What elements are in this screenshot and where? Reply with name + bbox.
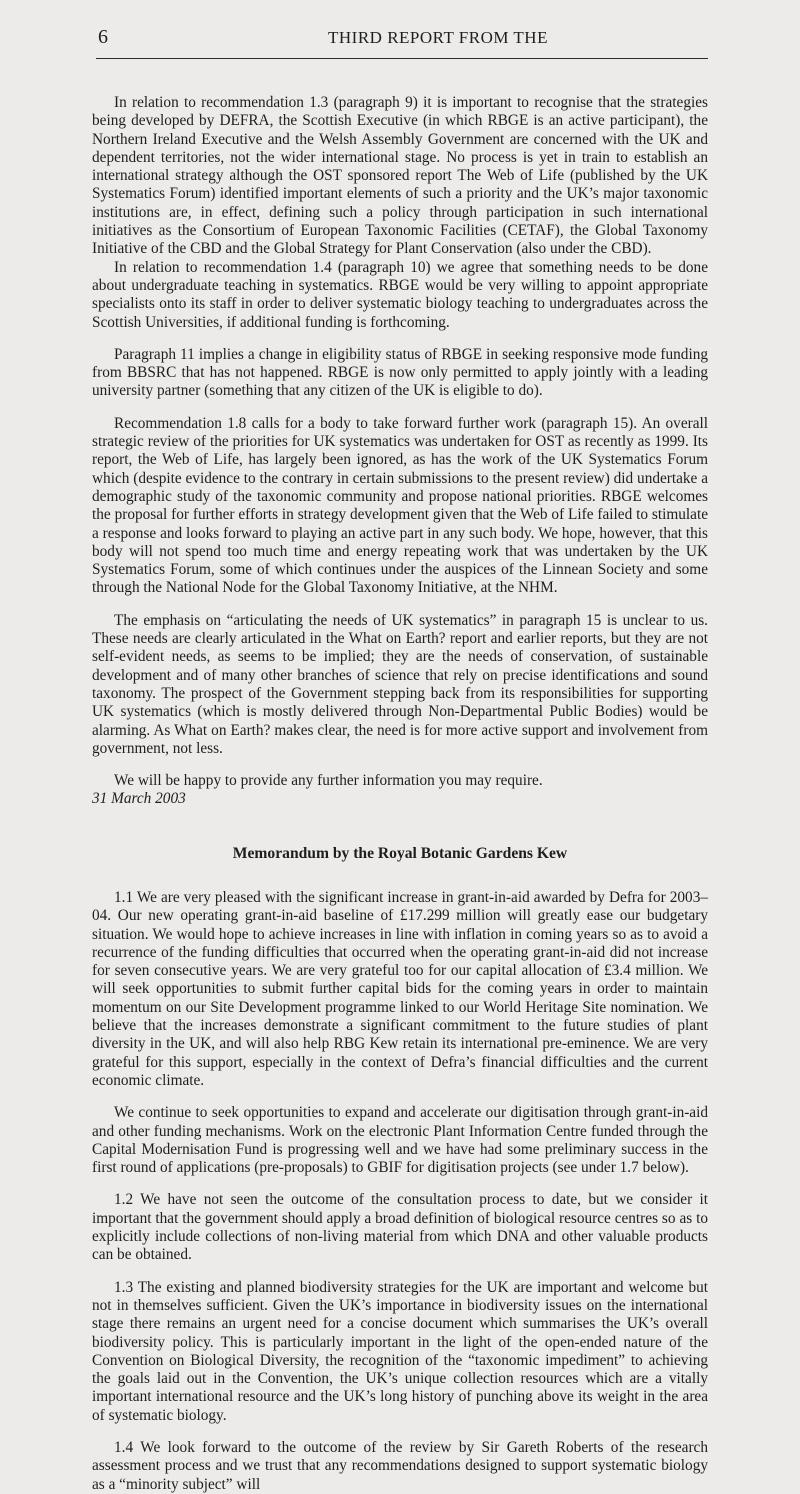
paragraph-rec-1-4: In relation to recommendation 1.4 (paragraph 10) we agree that something needs to be done about undergraduate teaching in systematics. RBGE would be very willing to appoint appropriate specialists onto its staff in order to deliver systematic biology teaching to undergraduates across the Scottish Universities, if additional funding is forthcoming. xyxy=(92,258,708,331)
memorandum-heading: Memorandum by the Royal Botanic Gardens Kew xyxy=(232,844,568,862)
header-rule xyxy=(96,58,708,59)
memo-paragraph-1-2: 1.2 We have not seen the outcome of the consultation process to date, but we consider it important that the government should apply a broad definition of biological resource centres so as to explicitly include collections of non-living material from which DNA and other valuable products can be obtained. xyxy=(92,1191,708,1264)
paragraph-rec-1-3: In relation to recommendation 1.3 (paragraph 9) it is important to recognise that the strategies being developed by DEFRA, the Scottish Executive (in which RBGE is an active participant), the Northern Ireland Executive and the Welsh Assembly Government are concerned with the UK and dependent territories, not the wider international stage. No process is yet in train to establish an international strategy although the OST sponsored report The Web of Life (published by the UK Systematics Forum) identified important elements of such a priority and the UK’s major taxonomic institutions are, in effect, defining such a policy through participation in such international initiatives as the Consortium of European Taxonomic Facilities (CETAF), the Global Taxonomy Initiative of the CBD and the Global Strategy for Plant Conservation (also under the CBD). xyxy=(92,94,708,258)
date-signoff: 31 March 2003 xyxy=(92,790,186,808)
paragraph-11: Paragraph 11 implies a change in eligibility status of RBGE in seeking responsive mode funding from BBSRC that has not happened. RBGE is now only permitted to apply jointly with a leading university partner (something that any citizen of the UK is eligible to do). xyxy=(92,345,708,400)
memo-paragraph-1-1: 1.1 We are very pleased with the significant increase in grant-in-aid awarded by Defra for 2003–04. Our new operating grant-in-aid baseline of £17.299 million will greatly ease our budgetary situation. We would hope to achieve increases in line with inflation in coming years so as to avoid a recurrence of the funding difficulties that occurred when the operating grant-in-aid did not increase for seven consecutive years. We are very grateful too for our capital allocation of £3.4 million. We will seek opportunities to submit further capital bids for the coming years in order to maintain momentum on our Site Development programme linked to our World Heritage Site nomination. We believe that the increases demonstrate a significant commitment to the future studies of plant diversity in the UK, and will also help RBG Kew retain its international pre-eminence. We are very grateful for this support, especially in the context of Defra’s financial difficulties and the current economic climate. xyxy=(92,888,708,1089)
page-header xyxy=(92,20,708,60)
memo-paragraph-digitisation: We continue to seek opportunities to expand and accelerate our digitisation through grant-in-aid and other funding mechanisms. Work on the electronic Plant Information Centre funded through the Capital Modernisation Fund is progressing well and we have had some preliminary success in the first round of applications (pre-proposals) to GBIF for digitisation projects (see under 1.7 below). xyxy=(92,1104,708,1177)
paragraph-rec-1-8: Recommendation 1.8 calls for a body to take forward further work (paragraph 15). An overall strategic review of the priorities for UK systematics was undertaken for OST as recently as 1999. Its report, the Web of Life, has largely been ignored, as has the work of the UK Systematics Forum which (despite evidence to the contrary in certain submissions to the present review) did undertake a demographic study of the taxonomic community and propose national priorities. RBGE welcomes the proposal for further efforts in strategy development given that the Web of Life failed to stimulate a response and looks forward to playing an active part in any such body. We hope, however, that this body will not spend too much time and energy repeating work that was undertaken by the UK Systematics Forum, some of which continues under the auspices of the Linnean Society and some through the National Node for the Global Taxonomy Initiative, at the NHM. xyxy=(92,414,708,597)
running-title: THIRD REPORT FROM THE xyxy=(328,28,548,47)
paragraph-emphasis: The emphasis on “articulating the needs of UK systematics” in paragraph 15 is unclear to us. These needs are clearly articulated in the What on Earth? report and earlier reports, but they are not self-evident needs, as seems to be implied; they are the needs of conservation, of sustainable development and of many other branches of science that rely on precise identifications and sound taxonomy. The prospect of the Government stepping back from its responsibilities for supporting UK systematics (which is mostly delivered through Non-Departmental Public Bodies) would be alarming. As What on Earth? makes clear, the need is for more active support and involvement from government, not less. xyxy=(92,611,708,757)
body-text xyxy=(92,94,708,1494)
paragraph-closing: We will be happy to provide any further information you may require. xyxy=(114,772,543,790)
memo-paragraph-1-3: 1.3 The existing and planned biodiversity strategies for the UK are important and welcome but not in themselves sufficient. Given the UK’s importance in biodiversity issues on the international stage there remains an urgent need for a concise document which summarises the UK’s overall biodiversity policy. This is particularly important in the light of the open-ended nature of the Convention on Biological Diversity, the recognition of the “taxonomic impediment” to achieving the goals laid out in the Convention, the UK’s unique collection resources which are a vitally important international resource and the UK’s long history of punching above its weight in the area of systematic biology. xyxy=(92,1278,708,1424)
memo-paragraph-1-4: 1.4 We look forward to the outcome of the review by Sir Gareth Roberts of the research assessment process and we trust that any recommendations designed to support systematic biology as a “minority subject” will xyxy=(92,1439,708,1493)
page-number: 6 xyxy=(98,26,108,48)
